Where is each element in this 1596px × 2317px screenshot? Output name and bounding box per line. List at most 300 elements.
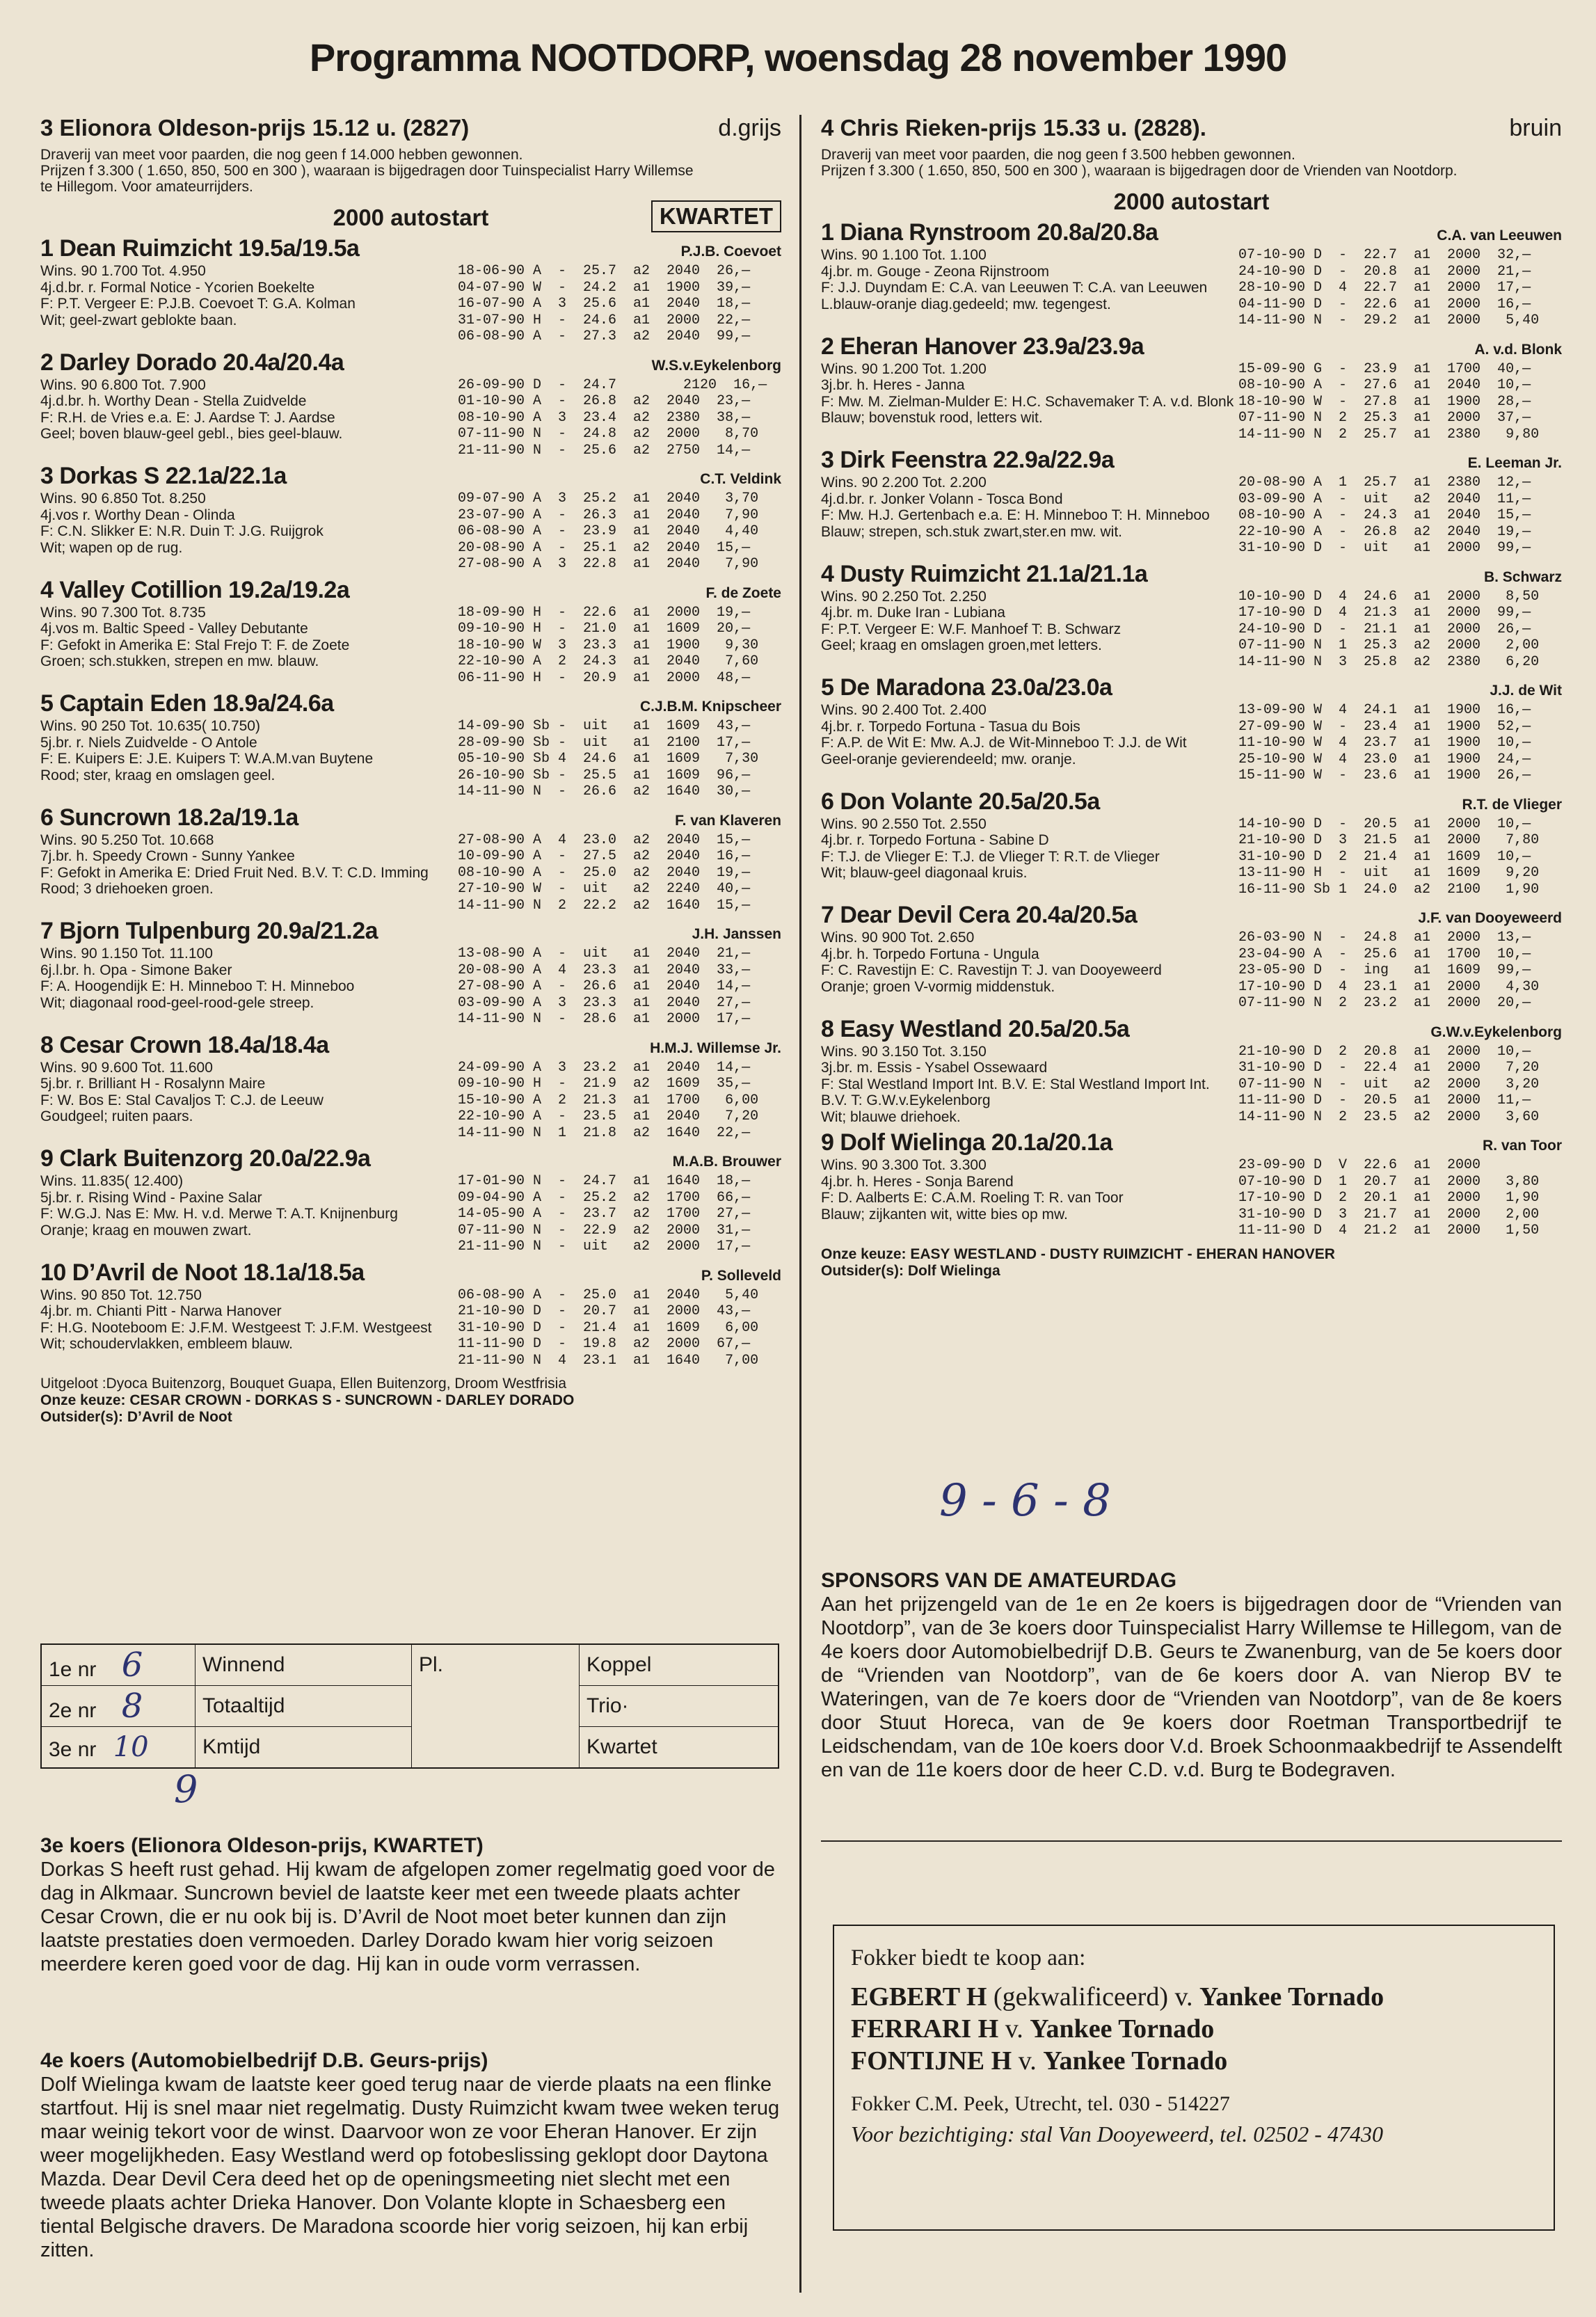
race-result-line: 28-09-90 Sb - uit a1 2100 17,— [458,734,751,751]
horse-info-line: 4j.br. m. Duke Iran - Lubiana [821,605,1005,621]
race-result-line: 14-11-90 N 2 25.7 a1 2380 9,80 [1238,426,1540,443]
race-result-line: 08-10-90 A - 27.6 a1 2040 10,— [1238,377,1531,393]
race-result-line: 07-11-90 N 1 25.3 a2 2000 2,00 [1238,637,1540,653]
horse-info-line: F: A.P. de Wit E: Mw. A.J. de Wit-Minneboo T: J.J. de Wit [821,735,1187,751]
race-result-line: 13-11-90 H - uit a1 1609 9,20 [1238,865,1540,881]
horse-header [40,1259,781,1287]
result-row-2 [41,1686,195,1727]
race-result-line: 03-09-90 A 3 23.3 a1 2040 27,— [458,994,751,1011]
horse-info-line: Wit; blauw-geel diagonaal kruis. [821,865,1028,881]
result-table [40,1643,779,1769]
comment-race-4 [40,2049,781,2262]
pl-cell: Pl. [412,1644,580,1768]
race-conditions [821,147,1489,179]
race-result-line: 14-11-90 N 1 21.8 a2 1640 22,— [458,1124,751,1141]
horse-info-line: 4j.br. r. Torpedo Fortuna - Tasua du Bois [821,718,1080,735]
recent-races [1238,247,1562,329]
horse-header [821,902,1562,930]
race-result-line: 18-10-90 W 3 23.3 a1 1900 9,30 [458,637,759,653]
horse-entry [40,918,781,1028]
horse-info-line: Geel; kraag en omslagen groen,met letters. [821,637,1102,653]
race-result-line: 21-11-90 N - 25.6 a2 2750 14,— [458,442,751,459]
horse-entry [40,690,781,800]
start-type: 2000 autostart [1113,189,1270,214]
horse-info-line: Wins. 90 3.150 Tot. 3.150 [821,1043,987,1060]
horse-driver: M.A.B. Brouwer [672,1154,781,1170]
race-result-line: 23-04-90 A - 25.6 a1 1700 10,— [1238,946,1531,962]
race-result-line: 10-10-90 D 4 24.6 a1 2000 8,50 [1238,588,1540,605]
horse-header [821,674,1562,702]
race-result-line: 03-09-90 A - uit a2 2040 11,— [1238,491,1531,507]
our-choice: Onze keuze: EASY WESTLAND - DUSTY RUIMZICHT - EHERAN HANOVER [821,1245,1335,1262]
race-result-line: 10-09-90 A - 27.5 a2 2040 16,— [458,848,751,864]
horse-driver: R.T. de Vlieger [1462,796,1562,813]
horse-driver: P. Solleveld [701,1267,781,1284]
horse-driver: G.W.v.Eykelenborg [1430,1024,1562,1040]
race-result-line: 14-11-90 N - 28.6 a1 2000 17,— [458,1011,751,1027]
horse-info [821,1157,1238,1239]
start-type: 2000 autostart [333,205,489,230]
horse-header [821,1129,1562,1157]
race-result-line: 07-10-90 D 1 20.7 a1 2000 3,80 [1238,1173,1540,1190]
handwritten-nr-3b: 9 [174,1767,198,1811]
race-result-line: 07-11-90 N 2 25.3 a1 2000 37,— [1238,410,1531,426]
horse-header [40,1145,781,1173]
recent-races [1238,702,1562,784]
horse-entry [40,804,781,914]
horse-info-line: 6j.l.br. h. Opa - Simone Baker [40,962,232,978]
horse-driver: F. van Klaveren [675,812,781,829]
horse-name: 1 Diana Rynstroom 20.8a/20.8a [821,219,1158,246]
result-row-3 [41,1727,195,1769]
koppel-cell: Koppel [580,1644,779,1686]
race-result-line: 04-11-90 D - 22.6 a1 2000 16,— [1238,296,1531,312]
horse-info-line: F: Stal Westland Import Int. B.V. E: Stal Westland Import Int. B.V. T: G.W.v.Eykelenborg [821,1076,1210,1108]
race-result-line: 17-10-90 D 4 21.3 a1 2000 99,— [1238,605,1531,621]
race-result-line: 31-10-90 D 2 21.4 a1 1609 10,— [1238,848,1531,865]
race-result-line: 14-11-90 N - 26.6 a2 1640 30,— [458,783,751,799]
horse-header [821,447,1562,475]
horse-name: 3 Dorkas S 22.1a/22.1a [40,463,287,489]
horse-entry [40,1145,781,1255]
horse-info-line: Wit; schoudervlakken, embleem blauw. [40,1336,293,1352]
comment-text: Dorkas S heeft rust gehad. Hij kwam de afgelopen zomer regelmatig goed voor de dag in Alkmaar. Suncrown beviel de laatste keer met een tweede plaats achter Cesar Crown, die er nu ook bij is. D’Avril de Noot moet beter kunnen dan zijn laatste prestaties doen vermoeden. Darley Dorado kwam hier vorig seizoen meerdere keren goed voor de dag. Hij kan in oude vorm verrassen. [40,1858,775,1975]
race-result-line: 14-10-90 D - 20.5 a1 2000 10,— [1238,815,1531,832]
horse-info-line: Wins. 90 1.700 Tot. 4.950 [40,263,206,279]
race-result-line: 06-11-90 H - 20.9 a1 2000 48,— [458,669,751,686]
horse-info-line: Goudgeel; ruiten paars. [40,1108,193,1124]
horse-driver: R. van Toor [1483,1138,1562,1154]
our-choice: Onze keuze: CESAR CROWN - DORKAS S - SUNCROWN - DARLEY DORADO [40,1392,575,1408]
comment-race-3 [40,1834,781,1976]
horse-info-line: Wins. 90 850 Tot. 12.750 [40,1287,202,1303]
outsiders: Outsider(s): Dolf Wielinga [821,1262,1000,1279]
horse-info [40,1173,458,1255]
race-result-line: 21-10-90 D - 20.7 a1 2000 43,— [458,1303,751,1319]
horse-info-line: Wit; wapen op de rug. [40,539,183,556]
race-result-line: 04-07-90 W - 24.2 a1 1900 39,— [458,279,751,296]
horse-driver: C.J.B.M. Knipscheer [639,699,781,715]
race-result-line: 07-11-90 N - uit a2 2000 3,20 [1238,1076,1540,1092]
race-result-line: 24-09-90 A 3 23.2 a1 2040 14,— [458,1059,751,1076]
horse-info [40,1060,458,1142]
recent-races [1238,475,1562,557]
horse-driver: E. Leeman Jr. [1467,455,1562,471]
horse-info-line: Wins. 90 900 Tot. 2.650 [821,930,975,946]
prizes-line: Prijzen f 3.300 ( 1.650, 850, 500 en 300 ), waaraan is bijgedragen door Tuinspecialist Harry Willemse te Hillegom. Voor amateurrijders. [40,163,694,195]
race-result-line: 08-10-90 A 3 23.4 a2 2380 38,— [458,409,751,426]
horse-info [40,832,458,914]
horse-entry [821,1016,1562,1126]
race-header [40,115,781,144]
ad-horse-1: EGBERT H (gekwalificeerd) v. Yankee Tornado [851,1982,1384,2012]
kwartet-cell: Kwartet [580,1727,779,1769]
race-result-line: 31-10-90 D - 21.4 a1 1609 6,00 [458,1319,759,1336]
race-result-line: 22-10-90 A - 26.8 a2 2040 19,— [1238,523,1531,540]
race-conditions [40,147,708,195]
ad-horse-2: FERRARI H v. Yankee Tornado [851,2014,1215,2044]
horse-info-line: 3j.br. h. Heres - Janna [821,377,965,393]
column-divider [799,115,801,2293]
horse-name: 9 Clark Buitenzorg 20.0a/22.9a [40,1145,371,1172]
race-result-line: 27-10-90 W - uit a2 2240 40,— [458,881,751,897]
horse-info [40,1287,458,1369]
recent-races [458,946,781,1028]
horse-info-line: F: H.G. Nooteboom E: J.F.M. Westgeest T: J.F.M. Westgeest [40,1319,432,1336]
race-result-line: 14-09-90 Sb - uit a1 1609 43,— [458,718,751,734]
recent-races [458,1173,781,1255]
winnend-cell: Winnend [195,1644,412,1686]
race-result-line: 07-10-90 D - 22.7 a1 2000 32,— [1238,247,1531,263]
result-row-1 [41,1644,195,1686]
recent-races [458,718,781,800]
race-result-line: 16-07-90 A 3 25.6 a1 2040 18,— [458,296,751,312]
race-title: 3 Elionora Oldeson-prijs 15.12 u. (2827) [40,115,470,141]
race-result-line: 06-08-90 A - 23.9 a1 2040 4,40 [458,523,759,539]
horse-driver: H.M.J. Willemse Jr. [650,1040,781,1056]
handwritten-nr-3: 10 [113,1731,149,1763]
race-result-line: 26-09-90 D - 24.7 2120 16,— [458,376,767,393]
race-result-line: 31-07-90 H - 24.6 a1 2000 22,— [458,312,751,328]
horse-info-line: 4j.d.br. h. Worthy Dean - Stella Zuidvelde [40,393,307,409]
race-result-line: 09-10-90 H - 21.9 a2 1609 35,— [458,1076,751,1092]
horse-info-line: Groen; sch.stukken, strepen en mw. blauw. [40,653,319,669]
ad-horse-3: FONTIJNE H v. Yankee Tornado [851,2046,1228,2076]
horse-info-line: Blauw; bovenstuk rood, letters wit. [821,410,1043,426]
horse-info [40,605,458,687]
horse-info-line: Wins. 90 6.850 Tot. 8.250 [40,491,206,507]
horse-list [40,235,781,1369]
horse-driver: A. v.d. Blonk [1474,341,1562,358]
race-notes [821,1246,1562,1280]
start-row [821,183,1562,215]
page-title: Programma NOOTDORP, woensdag 28 november 1990 [309,35,1287,79]
horse-info-line: Wins. 90 2.400 Tot. 2.400 [821,702,987,718]
horse-info [821,702,1238,784]
horse-entry [40,577,781,687]
horse-info-line: Wins. 90 1.200 Tot. 1.200 [821,360,987,377]
race-result-line: 09-10-90 H - 21.0 a1 1609 20,— [458,621,751,637]
horse-info-line: 4j.br. m. Gouge - Zeona Rijnstroom [821,263,1049,280]
horse-header [40,235,781,263]
race-result-line: 09-07-90 A 3 25.2 a1 2040 3,70 [458,491,759,507]
horse-info [40,491,458,573]
horse-info-line: Rood; 3 driehoeken groen. [40,881,214,897]
recent-races [458,491,781,573]
horse-info-line: Geel-oranje gevierendeeld; mw. oranje. [821,751,1076,767]
horse-header [40,349,781,377]
horse-info [821,589,1238,671]
ad-visit: Voor bezichtiging: stal Van Dooyeweerd, tel. 02502 - 47430 [851,2121,1383,2147]
race-result-line: 20-08-90 A 4 23.3 a1 2040 33,— [458,962,751,978]
horse-info-line: Wins. 90 2.200 Tot. 2.200 [821,475,987,491]
horse-name: 7 Dear Devil Cera 20.4a/20.5a [821,902,1138,928]
horse-info-line: 5j.br. r. Niels Zuidvelde - O Antole [40,734,257,751]
horse-driver: C.A. van Leeuwen [1437,228,1562,244]
race-result-line: 17-01-90 N - 24.7 a1 1640 18,— [458,1173,751,1189]
recent-races [458,832,781,914]
horse-info-line: 5j.br. r. Rising Wind - Paxine Salar [40,1189,262,1206]
horse-info-line: Oranje; groen V-vormig middenstuk. [821,978,1055,995]
totaaltijd-cell: Totaaltijd [195,1686,412,1727]
race-result-line: 07-11-90 N - 22.9 a2 2000 31,— [458,1222,751,1239]
race-result-line: 31-10-90 D - uit a1 2000 99,— [1238,540,1531,556]
horse-info-line: Wins. 90 9.600 Tot. 11.600 [40,1059,213,1076]
conditions-line: Draverij van meet voor paarden, die nog geen f 14.000 hebben gewonnen. [40,147,523,163]
race-result-line: 20-08-90 A - 25.1 a2 2040 15,— [458,539,751,556]
race-result-line: 11-11-90 D - 20.5 a1 2000 11,— [1238,1092,1531,1108]
race-result-line: 21-10-90 D 3 21.5 a1 2000 7,80 [1238,832,1540,848]
recent-races [1238,361,1562,443]
recent-races [458,1060,781,1142]
horse-name: 1 Dean Ruimzicht 19.5a/19.5a [40,235,360,262]
race-title: 4 Chris Rieken-prijs 15.33 u. (2828). [821,115,1206,141]
horse-info [821,930,1238,1012]
horse-info-line: Oranje; kraag en mouwen zwart. [40,1222,252,1239]
recent-races [458,263,781,345]
horse-info-line: F: E. Kuipers E: J.E. Kuipers T: W.A.M.van Buytene [40,751,374,767]
horse-info-line: Wins. 90 3.300 Tot. 3.300 [821,1157,987,1173]
recent-races [1238,816,1562,898]
uitgeloot: Uitgeloot :Dyoca Buitenzorg, Bouquet Guapa, Ellen Buitenzorg, Droom Westfrisia [40,1376,566,1392]
horse-header [40,1032,781,1060]
race-result-line: 11-11-90 D - 19.8 a2 2000 67,— [458,1336,751,1352]
race-result-line: 11-11-90 D 4 21.2 a1 2000 1,50 [1238,1223,1540,1239]
race-result-line: 23-07-90 A - 26.3 a1 2040 7,90 [458,507,759,523]
horse-info-line: 5j.br. r. Brilliant H - Rosalynn Maire [40,1076,266,1092]
race-result-line: 14-11-90 N 3 25.8 a2 2380 6,20 [1238,653,1540,670]
race-result-line: 22-10-90 A 2 24.3 a1 2040 7,60 [458,653,759,669]
horse-name: 6 Don Volante 20.5a/20.5a [821,788,1100,815]
horse-name: 4 Dusty Ruimzicht 21.1a/21.1a [821,560,1148,587]
race-result-line: 25-10-90 W 4 23.0 a1 1900 24,— [1238,751,1531,767]
horse-name: 2 Darley Dorado 20.4a/20.4a [40,349,344,376]
horse-name: 9 Dolf Wielinga 20.1a/20.1a [821,1129,1112,1156]
horse-header [40,463,781,491]
horse-name: 6 Suncrown 18.2a/19.1a [40,804,298,831]
horse-info-line: Wins. 90 5.250 Tot. 10.668 [40,831,214,848]
horse-header [821,561,1562,589]
horse-name: 5 Captain Eden 18.9a/24.6a [40,690,334,717]
horse-info-line: 4j.br. h. Heres - Sonja Barend [821,1173,1014,1190]
race-4-column [821,115,1562,1280]
race-result-line: 20-08-90 A 1 25.7 a1 2380 12,— [1238,475,1531,491]
race-result-line: 27-08-90 A 4 23.0 a2 2040 15,— [458,831,751,848]
horse-info-line: Wins. 90 7.300 Tot. 8.735 [40,604,206,621]
horse-entry [821,1129,1562,1239]
handwritten-nr-2: 8 [121,1687,143,1726]
horse-info-line: Wins. 90 2.250 Tot. 2.250 [821,588,987,605]
horse-info-line: F: W. Bos E: Stal Cavaljos T: C.J. de Leeuw [40,1092,324,1108]
horse-entry [40,1032,781,1142]
horse-header [821,333,1562,361]
race-result-line: 18-09-90 H - 22.6 a1 2000 19,— [458,604,751,621]
horse-info-line: F: P.T. Vergeer E: P.J.B. Coevoet T: G.A. Kolman [40,296,356,312]
result-label: 3e nr [49,1738,97,1761]
horse-info-line: Wins. 90 2.550 Tot. 2.550 [821,815,987,832]
horse-info-line: F: C.N. Slikker E: N.R. Duin T: J.G. Ruijgrok [40,523,324,539]
race-result-line: 27-08-90 A - 26.6 a1 2040 14,— [458,978,751,994]
race-result-line: 13-08-90 A - uit a1 2040 21,— [458,946,751,962]
horse-entry [40,463,781,573]
horse-info-line: 3j.br. m. Essis - Ysabel Ossewaard [821,1060,1048,1076]
horse-info-line: Wins. 90 1.100 Tot. 1.100 [821,247,987,263]
horse-info-line: Wit; diagonaal rood-geel-rood-gele streep. [40,994,314,1011]
race-result-line: 26-03-90 N - 24.8 a1 2000 13,— [1238,930,1531,946]
horse-info-line: F: D. Aalberts E: C.A.M. Roeling T: R. van Toor [821,1190,1124,1206]
horse-info-line: F: Gefokt in Amerika E: Dried Fruit Ned. B.V. T: C.D. Imming [40,864,429,881]
race-result-line: 14-11-90 N - 29.2 a1 2000 5,40 [1238,312,1540,328]
horse-info [821,361,1238,443]
trio-cell: Trio· [580,1686,779,1727]
horse-list [821,219,1562,1239]
horse-entry [821,219,1562,329]
horse-info-line: F: J.J. Duyndam E: C.A. van Leeuwen T: C.A. van Leeuwen [821,280,1208,296]
horse-entry [821,333,1562,443]
race-result-line: 31-10-90 D 3 21.7 a1 2000 2,00 [1238,1206,1540,1223]
horse-name: 8 Easy Westland 20.5a/20.5a [821,1015,1130,1042]
horse-info-line: Rood; ster, kraag en omslagen geel. [40,767,276,783]
comment-title: 3e koers (Elionora Oldeson-prijs, KWARTET) [40,1834,484,1857]
horse-header [40,804,781,832]
horse-info-line: 4j.vos m. Baltic Speed - Valley Debutante [40,621,308,637]
horse-driver: C.T. Veldink [700,471,781,487]
kwartet-badge: KWARTET [651,200,781,232]
race-result-line: 05-10-90 Sb 4 24.6 a1 1609 7,30 [458,751,759,767]
recent-races [458,377,781,459]
recent-races [1238,1157,1562,1239]
race-3-column [40,115,781,1426]
horse-info-line: 4j.br. r. Torpedo Fortuna - Sabine D [821,832,1049,848]
recent-races [1238,589,1562,671]
recent-races [1238,1044,1562,1126]
horse-info [821,816,1238,898]
horse-info-line: 4j.br. h. Torpedo Fortuna - Ungula [821,946,1039,962]
horse-info-line: Wins. 11.835( 12.400) [40,1173,184,1189]
horse-name: 7 Bjorn Tulpenburg 20.9a/21.2a [40,918,378,944]
race-result-line: 09-04-90 A - 25.2 a2 1700 66,— [458,1189,751,1206]
horse-info-line: F: P.T. Vergeer E: W.F. Manhoef T: B. Schwarz [821,621,1122,637]
prizes-line: Prijzen f 3.300 ( 1.650, 850, 500 en 300 ), waaraan is bijgedragen door de Vrienden van Nootdorp. [821,163,1458,179]
race-result-line: 07-11-90 N - 24.8 a2 2000 8,70 [458,426,759,442]
recent-races [458,1287,781,1369]
horse-entry [821,561,1562,671]
horse-driver: J.F. van Dooyeweerd [1418,910,1562,926]
race-result-line: 21-11-90 N - uit a2 2000 17,— [458,1239,751,1255]
result-label: 2e nr [49,1699,97,1722]
horse-info-line: L.blauw-oranje diag.gedeeld; mw. tegengest. [821,296,1111,312]
horse-info-line: 4j.br. m. Chianti Pitt - Narwa Hanover [40,1303,282,1319]
horse-info-line: F: Mw. M. Zielman-Mulder E: H.C. Schavemaker T: A. v.d. Blonk [821,393,1234,410]
race-result-line: 14-11-90 N 2 22.2 a2 1640 15,— [458,897,751,914]
recent-races [1238,930,1562,1012]
horse-driver: J.H. Janssen [692,926,781,942]
handwritten-pick: 9 - 6 - 8 [939,1475,1111,1527]
race-result-line: 15-09-90 G - 23.9 a1 1700 40,— [1238,360,1531,377]
horse-info [821,1044,1238,1126]
start-row [40,199,781,231]
comment-title: 4e koers (Automobielbedrijf D.B. Geurs-prijs) [40,2049,488,2072]
race-result-line: 26-10-90 Sb - 25.5 a1 1609 96,— [458,767,751,783]
horse-name: 4 Valley Cotillion 19.2a/19.2a [40,576,350,603]
race-header [821,115,1562,144]
horse-header [821,788,1562,816]
race-result-line: 17-10-90 D 2 20.1 a1 2000 1,90 [1238,1190,1540,1206]
horse-info-line: Wit; blauwe driehoek. [821,1108,961,1125]
horse-info-line: Wins. 90 1.150 Tot. 11.100 [40,946,213,962]
race-result-line: 17-10-90 D 4 23.1 a1 2000 4,30 [1238,978,1540,995]
horse-info-line: 4j.vos r. Worthy Dean - Olinda [40,507,235,523]
sponsors-title: SPONSORS VAN DE AMATEURDAG [821,1569,1177,1592]
race-result-line: 24-10-90 D - 21.1 a1 2000 26,— [1238,621,1531,637]
section-rule [821,1840,1562,1842]
horse-info-line: 4j.d.br. r. Formal Notice - Ycorien Boekelte [40,279,315,296]
horse-name: 8 Cesar Crown 18.4a/18.4a [40,1031,329,1058]
race-result-line: 28-10-90 D 4 22.7 a1 2000 17,— [1238,280,1531,296]
horse-info [40,377,458,459]
race-result-line: 16-11-90 Sb 1 24.0 a2 2100 1,90 [1238,881,1540,898]
horse-info-line: F: A. Hoogendijk E: H. Minneboo T: H. Minneboo [40,978,355,994]
horse-info [40,718,458,800]
horse-header [40,690,781,718]
horse-header [40,918,781,946]
recent-races [458,605,781,687]
horse-driver: W.S.v.Eykelenborg [651,357,781,374]
outsiders: Outsider(s): D’Avril de Noot [40,1409,232,1425]
race-result-line: 31-10-90 D - 22.4 a1 2000 7,20 [1238,1060,1540,1076]
horse-entry [821,674,1562,784]
race-result-line: 06-08-90 A - 27.3 a2 2040 99,— [458,328,751,344]
horse-info-line: F: Gefokt in Amerika E: Stal Frejo T: F. de Zoete [40,637,350,653]
race-notes [40,1376,781,1426]
horse-info [40,263,458,345]
race-result-line: 06-08-90 A - 25.0 a1 2040 5,40 [458,1287,759,1303]
horse-info [821,475,1238,557]
race-result-line: 01-10-90 A - 26.8 a2 2040 23,— [458,393,751,409]
horse-info-line: F: C. Ravestijn E: C. Ravestijn T: J. van Dooyeweerd [821,962,1162,978]
race-result-line: 13-09-90 W 4 24.1 a1 1900 16,— [1238,702,1531,718]
race-result-line: 21-10-90 D 2 20.8 a1 2000 10,— [1238,1043,1531,1060]
race-result-line: 24-10-90 D - 20.8 a1 2000 21,— [1238,263,1531,280]
horse-header [40,577,781,605]
horse-entry [821,788,1562,898]
ad-intro: Fokker biedt te koop aan: [851,1945,1086,1970]
comment-text: Dolf Wielinga kwam de laatste keer goed terug naar de vierde plaats na een flinke startfout. Hij is snel maar niet regelmatig. Dusty Ruimzicht kwam twee weken terug maar weinig tekort voor de winst. Daarvoor won ze voor Eheran Hanover. Er zijn weer mogelijkheden. Easy Westland werd op fotobeslissing geklopt door Daytona Mazda. Dear Devil Cera deed het op de openingsmeeting niet slecht met een tweede plaats achter Drieka Hanover. Don Volante klopte in Schaesberg een tiental Belgische dravers. De Maradona scoorde hier vorig seizoen, hij kan erbij zitten. [40,2073,780,2261]
race-result-line: 18-06-90 A - 25.7 a2 2040 26,— [458,263,751,279]
horse-entry [40,1259,781,1369]
race-result-line: 11-10-90 W 4 23.7 a1 1900 10,— [1238,735,1531,751]
horse-info-line: Wins. 90 250 Tot. 10.635( 10.750) [40,718,260,734]
